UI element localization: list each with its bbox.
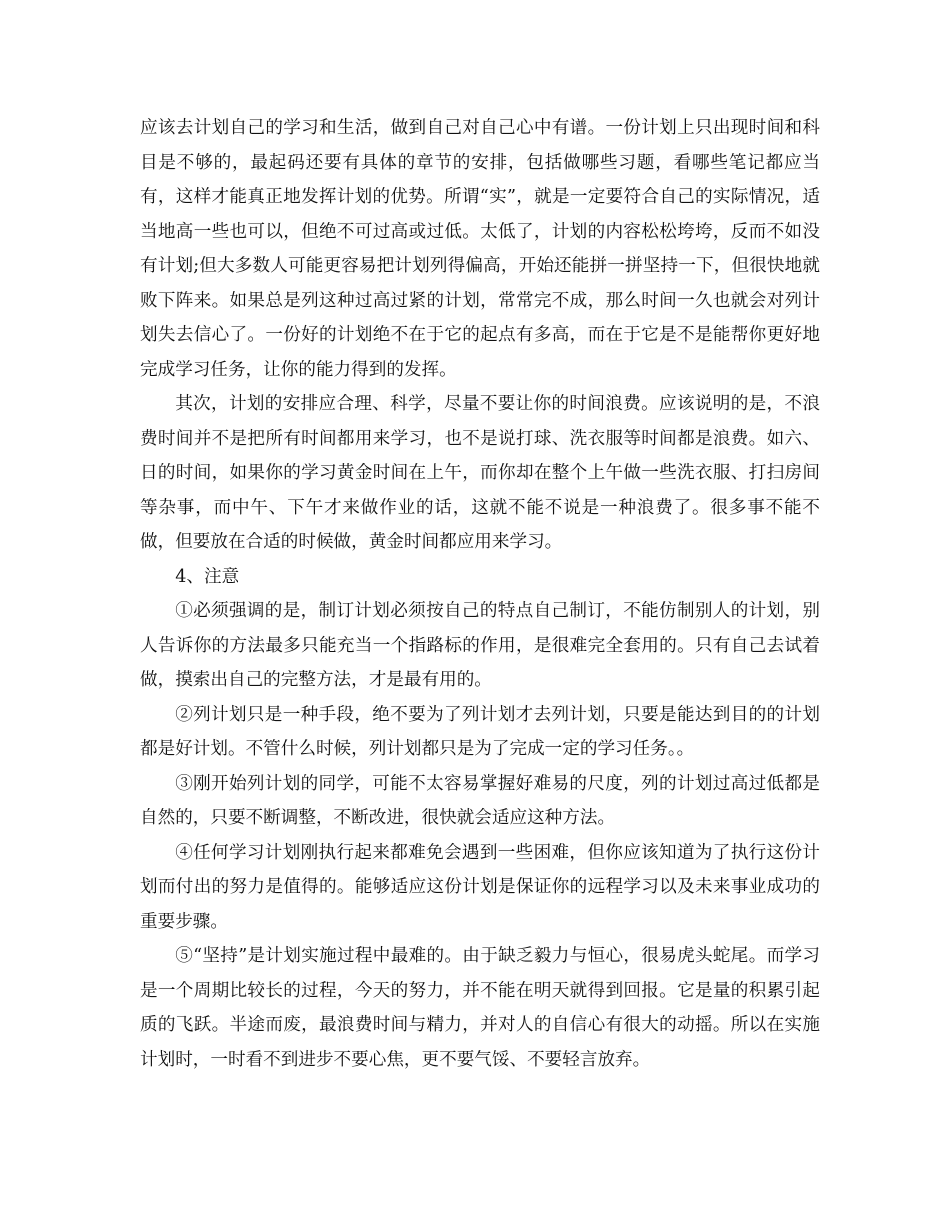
note-item-4: ④任何学习计划刚执行起来都难免会遇到一些困难，但你应该知道为了执行这份计划而付出的努力是值得的。能够适应这份计划是保证你的远程学习以及未来事业成功的重要步骤。 <box>140 842 820 932</box>
note-item-2: ②列计划只是一种手段，绝不要为了列计划才去列计划，只要是能达到目的的计划都是好计划。不管什么时候，列计划都只是为了完成一定的学习任务。。 <box>140 704 820 759</box>
section-heading-notes: 4、注意 <box>175 566 240 587</box>
note-item-3: ③刚开始列计划的同学，可能不太容易掌握好难易的尺度，列的计划过高过低都是自然的，只要不断调整，不断改进，很快就会适应这种方法。 <box>140 773 820 828</box>
note-item-1: ①必须强调的是，制订计划必须按自己的特点自己制订，不能仿制别人的计划，别人告诉你的方法最多只能充当一个指路标的作用，是很难完全套用的。只有自己去试着做，摸索出自己的完整方法，才是最有用的。 <box>140 601 820 690</box>
paragraph-plan-specifics: 应该去计划自己的学习和生活，做到自己对自己心中有谱。一份计划上只出现时间和科目是不够的，最起码还要有具体的章节的安排，包括做哪些习题，看哪些笔记都应当有，这样才能真正地发挥计划的优势。所谓“实”，就是一定要符合自己的实际情况，适当地高一些也可以，但绝不可过高或过低。太低了，计划的内容松松垮垮，反而不如没有计划;但大多数人可能更容易把计划列得偏高，开始还能拼一拼坚持一下，但很快地就败下阵来。如果总是列这种过高过紧的计划，常常完不成，那么时间一久也就会对列计划失去信心了。一份好的计划绝不在于它的起点有多高，而在于它是不是能帮你更好地完成学习任务，让你的能力得到的发挥。 <box>140 118 820 380</box>
note-item-5: ⑤“坚持”是计划实施过程中最难的。由于缺乏毅力与恒心，很易虎头蛇尾。而学习是一个周期比较长的过程，今天的努力，并不能在明天就得到回报。它是量的积累引起质的飞跃。半途而废，最浪费时间与精力，并对人的自信心有很大的动摇。所以在实施计划时，一时看不到进步不要心焦，更不要气馁、不要轻言放弃。 <box>140 946 820 1070</box>
document-body <box>140 111 820 1077</box>
paragraph-reasonable-schedule: 其次，计划的安排应合理、科学，尽量不要让你的时间浪费。应该说明的是，不浪费时间并不是把所有时间都用来学习，也不是说打球、洗衣服等时间都是浪费。如六、日的时间，如果你的学习黄金时间在上午，而你却在整个上午做一些洗衣服、打扫房间等杂事，而中午、下午才来做作业的话，这就不能不说是一种浪费了。很多事不能不做，但要放在合适的时候做，黄金时间都应用来学习。 <box>140 394 820 552</box>
